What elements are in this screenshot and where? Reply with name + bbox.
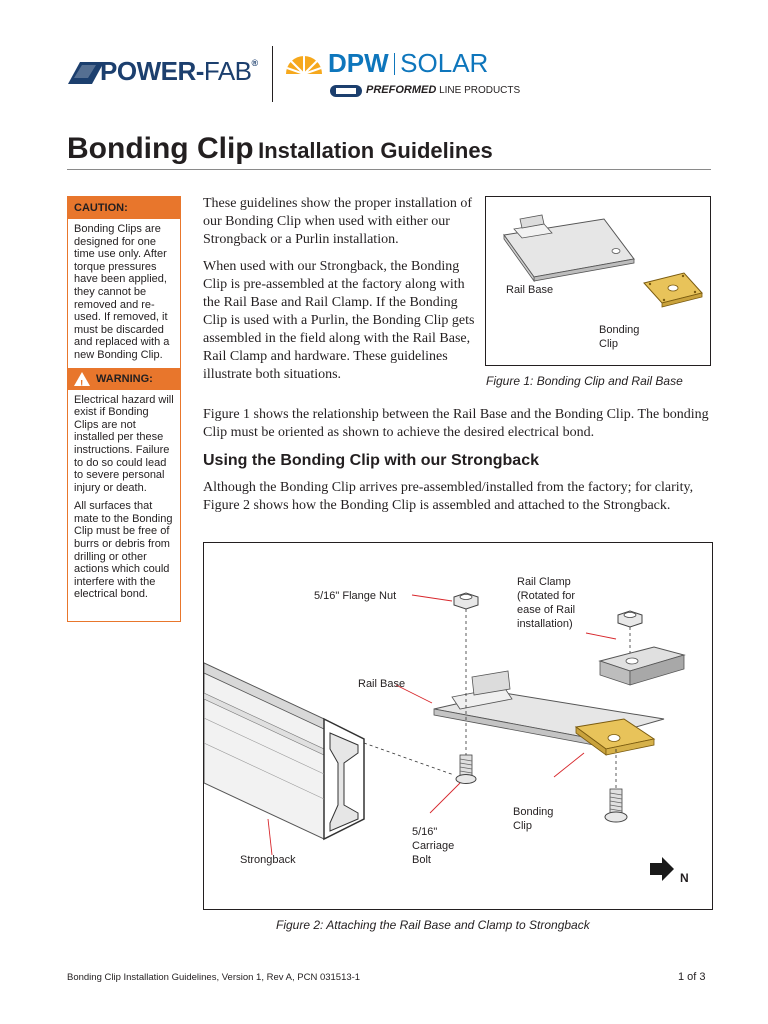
warning-text: Electrical hazard will exist if Bonding Clips are not installed per these instructions. Failure to do so could lead to severe personal injury or death.	[74, 393, 174, 494]
figure-2-label-carriage-bolt: 5/16" Carriage Bolt	[412, 826, 455, 866]
footer-page-number: 1 of 3	[678, 971, 706, 983]
figure-2-label-rail-clamp: Rail Clamp (Rotated for ease of Rail installation)	[517, 576, 576, 630]
plp-logo-icon	[330, 84, 362, 98]
sun-icon	[282, 46, 326, 76]
figure-2-label-rail-base: Rail Base	[358, 678, 406, 690]
page-title: Bonding Clip Installation Guidelines	[67, 132, 493, 165]
figure-1-illustration	[486, 197, 710, 365]
powerfab-logo	[66, 52, 266, 92]
section-heading: Using the Bonding Clip with our Strongback	[203, 452, 539, 469]
caution-text: Bonding Clips are designed for one time use only. After torque pressures have been applied, they cannot be removed and re-used. If removed, it must be discarded and replaced with a new Bonding Clip.	[74, 223, 170, 361]
logo-divider	[272, 46, 273, 102]
figure-1-label-bonding-clip: Bonding Clip	[599, 324, 640, 350]
intro-paragraph: These guidelines show the proper installation of our Bonding Clip when used with either our Strongback or a Purlin installation.	[203, 196, 473, 247]
plp-wordmark: PREFORMED LINE PRODUCTS	[366, 84, 521, 96]
figure-1-caption: Figure 1: Bonding Clip and Rail Base	[486, 374, 683, 388]
powerfab-wordmark: POWER-FAB®	[100, 56, 258, 86]
strongback-paragraph: Although the Bonding Clip arrives pre-assembled/installed from the factory; for clarity, Figure 2 shows how the Bonding Clip is assembled and attached to the Strongback.	[203, 480, 694, 513]
dpw-wordmark: DPW SOLAR	[328, 48, 489, 78]
figure-2-label-flange-nut: 5/16" Flange Nut	[314, 590, 397, 602]
north-arrow-icon	[650, 857, 674, 881]
footer-document-id: Bonding Clip Installation Guidelines, Version 1, Rev A, PCN 031513-1	[67, 972, 361, 983]
figure-1-label-rail-base: Rail Base	[506, 284, 554, 296]
figure-1	[485, 196, 711, 366]
warning-text-surfaces: All surfaces that mate to the Bonding Clip must be free of burrs or debris from drilling or other actions which could interfere with the electrical bond.	[74, 500, 173, 601]
safety-sidebar	[67, 196, 181, 622]
title-rule	[67, 169, 711, 170]
figure-1-paragraph: Figure 1 shows the relationship between the Rail Base and the Bonding Clip. The bonding Clip must be oriented as shown to achieve the desired electrical bond.	[203, 407, 709, 440]
warning-header: ! WARNING:	[68, 368, 180, 390]
warning-icon: !	[74, 372, 90, 386]
figure-2-caption: Figure 2: Attaching the Rail Base and Clamp to Strongback	[276, 918, 590, 932]
dpw-solar-logo	[282, 42, 542, 102]
figure-2-label-bonding-clip: Bonding Clip	[513, 806, 554, 832]
figure-2	[203, 542, 713, 910]
caution-header: CAUTION:	[68, 197, 180, 219]
figure-2-label-strongback: Strongback	[240, 854, 296, 866]
north-label: N	[680, 871, 689, 885]
strongback-purlin-paragraph: When used with our Strongback, the Bonding Clip is pre-assembled at the factory along with the Rail Base and Rail Clamp. If the Bonding Clip is used with a Purlin, the Bonding Clip gets assembled in the field along with the Rail Base, Rail Clamp and hardware. These guidelines illustrate both situations.	[203, 259, 475, 382]
